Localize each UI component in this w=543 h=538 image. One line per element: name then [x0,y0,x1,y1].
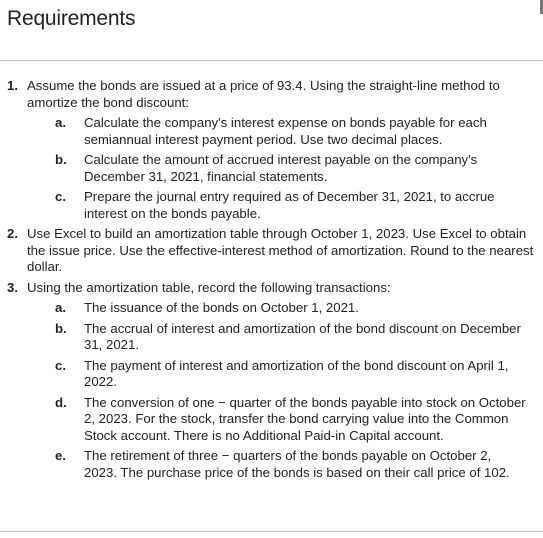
requirements-list [0,78,543,485]
requirement-number: 1. [7,78,18,93]
sub-requirement-3c [27,358,537,391]
requirement-number: 2. [7,226,18,241]
sub-requirement-letter: a. [55,300,66,315]
sub-requirement-text: The accrual of interest and amortization of the bond discount on December 31, 2021. [84,320,521,352]
requirement-number: 3. [7,279,18,295]
sub-requirement-text: The conversion of one − quarter of the bonds payable into stock on October 2, 2023. For the stock, transfer the bond carrying value into the Common Stock account. There is no Additional Paid-in Capital account. [84,394,526,443]
requirement-1 [0,78,543,222]
sub-requirement-text: The issuance of the bonds on October 1, 2021. [84,300,359,315]
sub-requirement-1b [27,152,537,185]
sub-requirement-text: Prepare the journal entry required as of December 31, 2021, to accrue interest on the bonds payable. [84,189,495,221]
requirement-text: Use Excel to build an amortization table through October 1, 2023. Use Excel to obtain the issue price. Use the effective-interest method of amortization. Round to the nearest dollar. [27,226,534,274]
sub-requirement-letter: b. [55,320,67,336]
requirement-3 [0,280,543,482]
sub-requirement-3e [27,448,537,481]
page-title: Requirements [7,7,136,30]
requirement-2 [0,226,543,276]
sub-requirement-3b [27,321,537,354]
sub-requirement-1a [27,115,537,148]
sub-requirement-letter: a. [55,115,66,130]
sub-requirement-letter: e. [55,448,66,463]
sub-requirement-letter: b. [55,152,67,167]
sub-requirement-1c [27,189,537,222]
divider [0,60,543,61]
sub-requirement-3a [27,300,537,317]
sub-requirement-text: The payment of interest and amortization of the bond discount on April 1, 2022. [84,357,509,389]
sub-requirement-letter: c. [55,189,66,204]
sub-requirement-letter: d. [55,394,67,410]
sub-requirement-text: Calculate the company's interest expense on bonds payable for each semiannual interest payment period. Use two decimal places. [84,115,487,147]
requirement-text: Assume the bonds are issued at a price of 93.4. Using the straight-line method to amortize the bond discount: [27,78,500,110]
requirement-text: Using the amortization table, record the following transactions: [27,279,391,295]
sub-requirement-text: The retirement of three − quarters of the bonds payable on October 2, 2023. The purchase price of the bonds is based on their call price of 102. [84,448,510,480]
sub-requirement-text: Calculate the amount of accrued interest payable on the company's December 31, 2021, financial statements. [84,152,478,184]
sub-requirement-3d [27,395,537,445]
divider [0,531,543,532]
sub-requirement-letter: c. [55,357,66,373]
